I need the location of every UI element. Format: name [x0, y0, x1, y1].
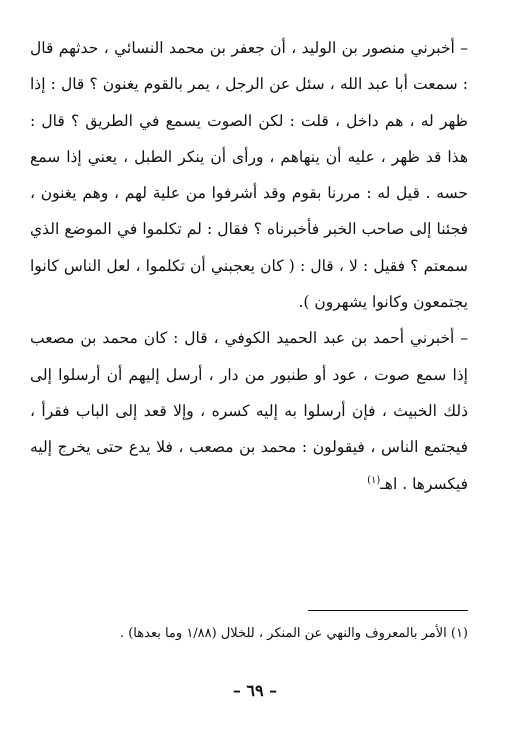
- paragraph-2: [30, 320, 468, 501]
- footnote-divider: [308, 610, 468, 611]
- page-body: [30, 30, 468, 502]
- paragraph-2-text: – أخبرني أحمد بن عبد الحميد الكوفي ، قال : كان محمد بن مصعب إذا سمع صوت ، عود أو طنبور من دار ، أرسل إليهم أن أرسلوا إلى ذلك الخبيث ، فإن أرسلوا به إليه كسره ، وإلا قعد إلى الباب فقرأ ، فيجتمع الناس ، فيقولون : محمد بن مصعب ، فلا يدع حتى يخرج إليه فيكسرها . اهـ: [30, 329, 468, 493]
- footnote: (١) الأمر بالمعروف والنهي عن المنكر ، للخلال (١/٨٨ وما بعدها) .: [119, 626, 468, 641]
- footnote-reference: (١): [367, 474, 381, 486]
- page-number: – ٦٩ –: [232, 681, 278, 700]
- paragraph-1-text: – أخبرني منصور بن الوليد ، أن جعفر بن محمد النسائي ، حدثهم قال : سمعت أبا عبد الله ، سئل عن الرجل ، يمر بالقوم يغنون ؟ قال : إذا ظهر له ، هم داخل ، قلت : لكن الصوت يسمع في الطريق ؟ قال : هذا قد ظهر ، عليه أن ينهاهم ، ورأى أن ينكر الطبل ، يعني إذا سمع حسه . قيل له : مررنا بقوم وقد أشرفوا من علية لهم ، وهم يغنون ، فجئنا إلى صاحب الخبر فأخبرناه ؟ فقال : لم تكلموا في الموضع الذي سمعتم ؟ فقيل : لا ، قال : ( كان يعجبني أن تكلموا ، لعل الناس كانوا يجتمعون وكانوا يشهرون ).: [30, 39, 468, 312]
- paragraph-1: [30, 30, 468, 320]
